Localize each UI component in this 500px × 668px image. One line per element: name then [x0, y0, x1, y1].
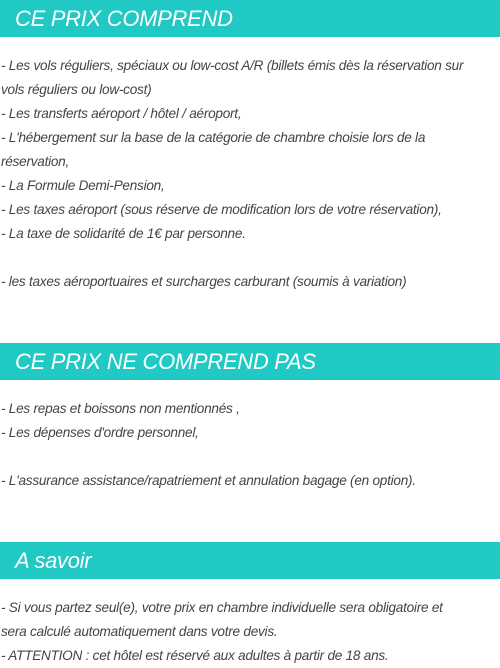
blank-line	[1, 445, 500, 469]
list-line: vols réguliers ou low-cost)	[1, 82, 152, 97]
section-header-price-includes	[0, 0, 500, 37]
section-title: CE PRIX NE COMPREND PAS	[15, 348, 316, 374]
list-line: - ATTENTION : cet hôtel est réservé aux adultes à partir de 18 ans.	[1, 648, 389, 663]
list-line: sera calculé automatiquement dans votre devis.	[1, 624, 278, 639]
list-line: - Les dépenses d'ordre personnel,	[1, 425, 199, 440]
section-title: CE PRIX COMPREND	[15, 5, 233, 31]
list-line: - Les taxes aéroport (sous réserve de modification lors de votre réservation),	[1, 202, 442, 217]
price-includes-list	[0, 54, 500, 294]
section-header-good-to-know	[0, 542, 500, 579]
list-line: - Les repas et boissons non mentionnés ,	[1, 401, 240, 416]
list-line: - L'hébergement sur la base de la catégorie de chambre choisie lors de la	[1, 130, 426, 145]
section-header-price-excludes	[0, 343, 500, 380]
list-line: - les taxes aéroportuaires et surcharges carburant (soumis à variation)	[1, 274, 407, 289]
list-line: - Les vols réguliers, spéciaux ou low-cost A/R (billets émis dès la réservation sur	[1, 58, 464, 73]
list-line: - La taxe de solidarité de 1€ par personne.	[1, 226, 246, 241]
list-line: - La Formule Demi-Pension,	[1, 178, 165, 193]
list-line: - L'assurance assistance/rapatriement et annulation bagage (en option).	[1, 473, 416, 488]
list-line: - Si vous partez seul(e), votre prix en chambre individuelle sera obligatoire et	[1, 600, 443, 615]
list-line: réservation,	[1, 154, 70, 169]
good-to-know-list	[0, 596, 500, 668]
section-title: A savoir	[15, 547, 92, 573]
list-line: - Les transferts aéroport / hôtel / aéroport,	[1, 106, 242, 121]
price-excludes-list	[0, 397, 500, 493]
blank-line	[1, 246, 500, 270]
